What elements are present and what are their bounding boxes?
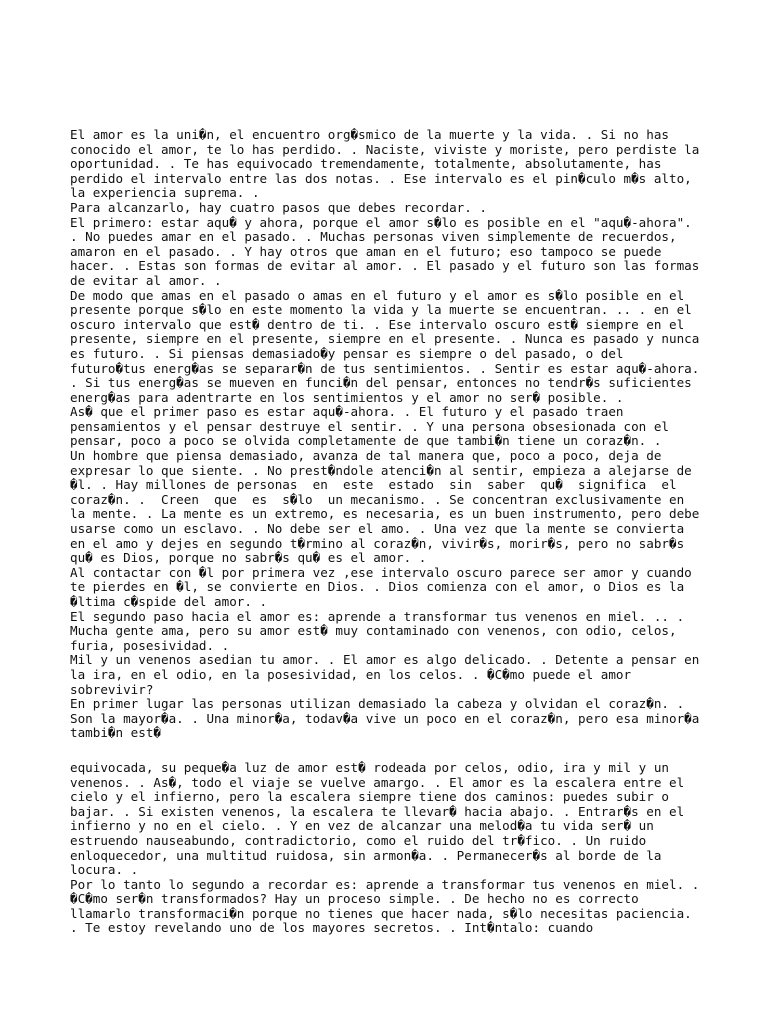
paragraph-4: De modo que amas en el pasado o amas en el futuro y el amor es s�lo posible en el presente porque s�lo en este momento la vida y la muerte se encuentran. .. . en el oscuro intervalo que est� dentro de ti. . Ese intervalo oscuro est� siempre en el presente, siempre en el presente, siempre en el presente. . Nunca es pasado y nunca es futuro. . Si piensas demasiado�y pensar es siempre o del pasado, o del futuro�tus energ�as se separar�n de tus sentimientos. . Sentir es estar aqu�-ahora. . Si tus energ�as se mueven en funci�n del pensar, entonces no tendr�s suficientes energ�as para adentrarte en los sentimientos y el amor no ser� posible. .: [70, 287, 707, 405]
paragraph-11: En primer lugar las personas utilizan demasiado la cabeza y olvidan el coraz�n. . Son la mayor�a. . Una minor�a, todav�a vive un poco en el coraz�n, pero esa minor�a tambi�n est�: [70, 696, 707, 741]
paragraph-7: Al contactar con �l por primera vez ,ese intervalo oscuro parece ser amor y cuando te pierdes en �l, se convierte en Dios. . Dios comienza con el amor, o Dios es la �ltima c�spide del amor. .: [70, 564, 700, 609]
paragraph-6: Un hombre que piensa demasiado, avanza de tal manera que, poco a poco, deja de expresar lo que siente. . No prest�ndole atenci�n al sentir, empieza a alejarse de �l. . Hay millones de personas en este estado sin saber qu� significa el coraz�n. . Creen que es s�lo un mecanismo. . Se concentran exclusivamente en la mente. . La mente es un extremo, es necesaria, es un buen instrumento, pero debe usarse como un esclavo. . No debe ser el amo. . Una vez que la mente se convierta en el amo y dejes en segundo t�rmino al coraz�n, vivir�s, morir�s, pero no sabr�s qu� es Dios, porque no sabr�s qu� es el amor. .: [70, 448, 707, 566]
paragraph-13: Por lo tanto lo segundo a recordar es: aprende a transformar tus venenos en miel. . �C�mo ser�n transformados? Hay un proceso simple. . De hecho no es correcto llamarlo transformaci�n porque no tienes que hacer nada, s�lo necesitas paciencia. . Te estoy revelando uno de los mayores secretos. . Int�ntalo: cuando: [70, 876, 707, 936]
paragraph-12: equivocada, su peque�a luz de amor est� rodeada por celos, odio, ira y mil y un venenos. . As�, todo el viaje se vuelve amargo. . El amor es la escalera entre el cielo y el infierno, pero la escalera siempre tiene dos caminos: puedes subir o bajar. . Si existen venenos, la escalera te llevar� hacia abajo. . Entrar�s en el infierno y no en el cielo. . Y en vez de alcanzar una melod�a tu vida ser� un estruendo nauseabundo, contradictorio, como el ruido del tr�fico. . Un ruido enloquecedor, una multitud ruidosa, sin armon�a. . Permanecer�s al borde de la locura. .: [70, 759, 692, 878]
page-break-gap: [70, 741, 700, 761]
paragraph-2: Para alcanzarlo, hay cuatro pasos que debes recordar. .: [70, 199, 488, 215]
paragraph-9: Mucha gente ama, pero su amor est� muy contaminado con venenos, con odio, celos, furia, posesividad. .: [70, 623, 685, 653]
paragraph-1: El amor es la uni�n, el encuentro org�smico de la muerte y la vida. . Si no has conocido el amor, te lo has perdido. . Naciste, viviste y moriste, pero perdiste la oportunidad. . Te has equivocado tremendamente, totalmente, absolutamente, has perdido el intervalo entre las dos notas. . Ese intervalo es el pin�culo m�s alto, la experiencia suprema. .: [70, 127, 707, 201]
document-body: [70, 127, 707, 936]
paragraph-10: Mil y un venenos asedian tu amor. . El amor es algo delicado. . Detente a pensar en la ira, en el odio, en la posesividad, en los celos. . �C�mo puede el amor sobrevivir?: [70, 652, 707, 697]
paragraph-8: El segundo paso hacia el amor es: aprende a transformar tus venenos en miel. .. .: [70, 608, 685, 624]
paragraph-3: El primero: estar aqu� y ahora, porque el amor s�lo es posible en el "aqu�-ahora". . No puedes amar en el pasado. . Muchas personas viven simplemente de recuerdos, amaron en el pasado. . Y hay otros que aman en el futuro; eso tampoco se puede hacer. . Estas son formas de evitar al amor. . El pasado y el futuro son las formas de evitar al amor. .: [70, 214, 707, 288]
paragraph-5: As� que el primer paso es estar aqu�-ahora. . El futuro y el pasado traen pensamientos y el pensar destruye el sentir. . Y una persona obsesionada con el pensar, poco a poco se olvida completamente de que tambi�n tiene un coraz�n. .: [70, 404, 677, 449]
